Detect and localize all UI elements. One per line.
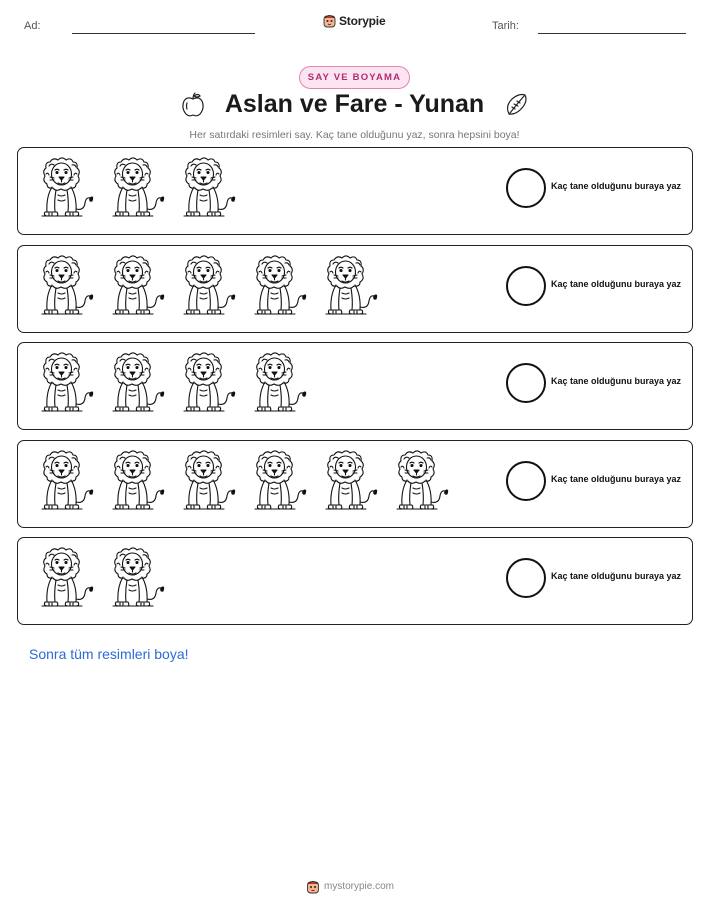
lion-icon	[312, 450, 383, 512]
lion-icon	[99, 255, 170, 317]
count-row	[17, 537, 693, 625]
answer-circle[interactable]	[506, 266, 546, 306]
date-line[interactable]	[538, 33, 686, 34]
lion-icon	[99, 450, 170, 512]
lion-icon	[170, 157, 241, 219]
date-label: Tarih:	[492, 20, 519, 32]
answer-label: Kaç tane olduğunu buraya yaz	[551, 279, 682, 289]
lion-icon	[99, 157, 170, 219]
brand-name: Storypie	[339, 13, 386, 28]
answer-label: Kaç tane olduğunu buraya yaz	[551, 181, 682, 191]
answer-circle[interactable]	[506, 168, 546, 208]
lion-group	[28, 255, 383, 317]
lion-group	[28, 450, 454, 512]
lion-icon	[170, 255, 241, 317]
footer-instruction: Sonra tüm resimleri boya!	[29, 646, 189, 662]
count-row	[17, 245, 693, 333]
lion-icon	[28, 547, 99, 609]
lion-icon	[312, 255, 383, 317]
lion-group	[28, 352, 312, 414]
lion-icon	[383, 450, 454, 512]
lion-icon	[241, 450, 312, 512]
count-row	[17, 440, 693, 528]
answer-circle[interactable]	[506, 558, 546, 598]
name-line[interactable]	[72, 33, 255, 34]
answer-label: Kaç tane olduğunu buraya yaz	[551, 474, 682, 484]
storypie-logo-icon	[306, 879, 320, 894]
lion-icon	[170, 450, 241, 512]
answer-label: Kaç tane olduğunu buraya yaz	[551, 376, 682, 386]
lion-icon	[28, 352, 99, 414]
lion-icon	[241, 352, 312, 414]
seed-icon	[505, 92, 529, 118]
answer-label: Kaç tane olduğunu buraya yaz	[551, 571, 682, 581]
count-row	[17, 342, 693, 430]
answer-circle[interactable]	[506, 461, 546, 501]
storypie-logo-icon	[323, 13, 336, 28]
lion-icon	[241, 255, 312, 317]
lion-icon	[28, 255, 99, 317]
lion-group	[28, 547, 170, 609]
site-footer	[306, 879, 394, 894]
activity-badge: SAY VE BOYAMA	[299, 66, 410, 89]
site-url: mystorypie.com	[324, 881, 395, 892]
lion-icon	[28, 450, 99, 512]
name-label: Ad:	[24, 20, 41, 32]
brand-logo	[323, 13, 385, 28]
instructions: Her satırdaki resimleri say. Kaç tane olduğunu yaz, sonra hepsini boya!	[189, 129, 520, 141]
lion-icon	[99, 547, 170, 609]
count-row	[17, 147, 693, 235]
answer-circle[interactable]	[506, 363, 546, 403]
lion-icon	[99, 352, 170, 414]
lion-icon	[170, 352, 241, 414]
lion-icon	[28, 157, 99, 219]
lion-group	[28, 157, 241, 219]
page-title: Aslan ve Fare - Yunan	[224, 90, 485, 118]
